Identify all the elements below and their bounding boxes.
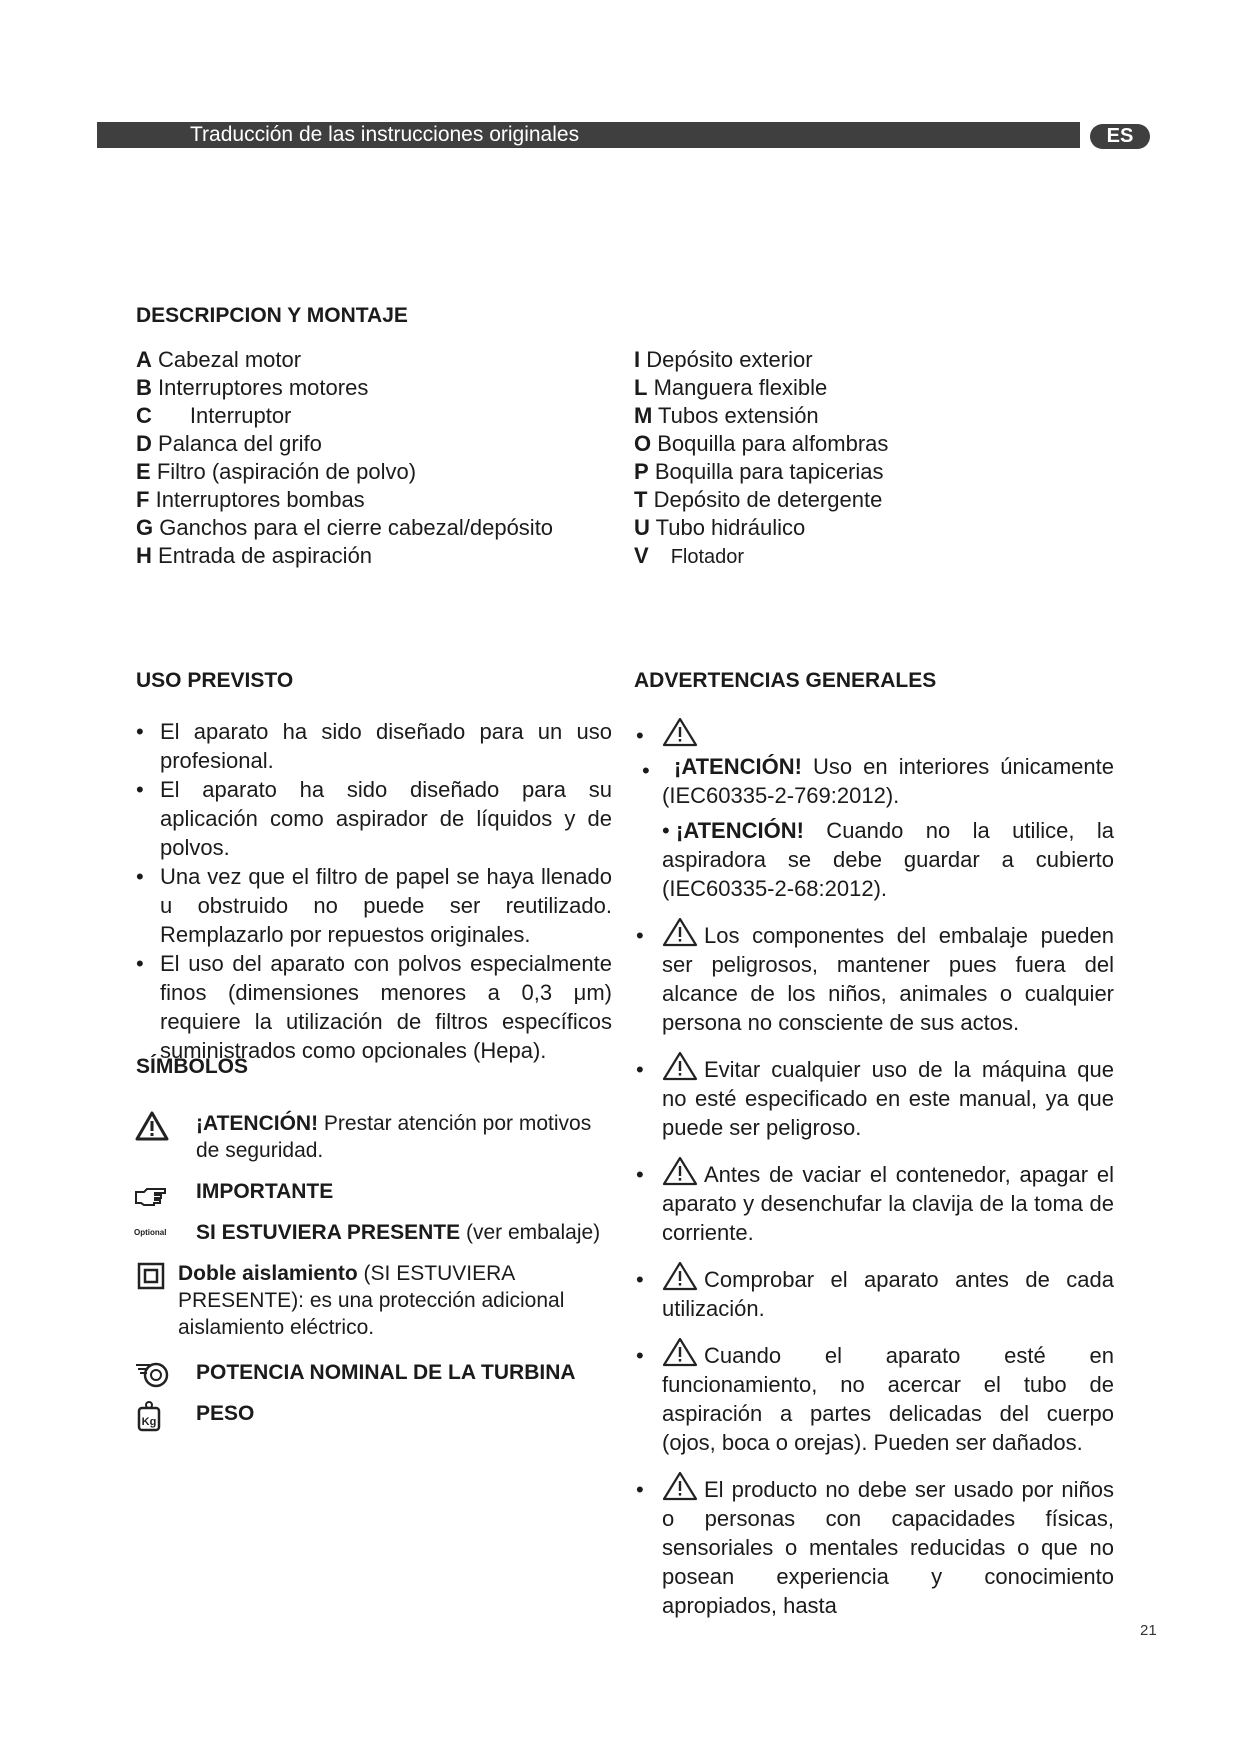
- warning-triangle-icon: [134, 1110, 170, 1142]
- turbine-icon: [134, 1359, 170, 1391]
- warning-item: • Los componentes del embalaje pueden ser peligrosos, mantener pues fuera del alcance de los niños, animales o cualquier persona no consciente de sus actos.: [636, 917, 1114, 1037]
- warning-triangle-icon: [662, 1051, 698, 1081]
- list-item: • Una vez que el filtro de papel se haya llenado u obstruido no puede ser reutilizado. Remplazarlo por repuestos originales.: [136, 864, 612, 947]
- simbolos-heading: SÍMBOLOS: [136, 1055, 249, 1078]
- parts-list-right: [634, 346, 888, 571]
- symbol-item: POTENCIA NOMINAL DE LA TURBINA: [134, 1359, 614, 1386]
- list-item: O Boquilla para alfombras: [634, 431, 889, 456]
- warning-item: • El producto no debe ser usado por niños o personas con capacidades físicas, sensoriales o mentales reducidas o que no posean experiencia y conocimiento apropiados, hasta: [636, 1471, 1114, 1620]
- list-item: G Ganchos para el cierre cabezal/depósito: [136, 515, 554, 540]
- list-item: C Interruptor: [136, 403, 292, 428]
- list-item: A Cabezal motor: [136, 347, 302, 372]
- warning-item: • Antes de vaciar el contenedor, apagar el aparato y desenchufar la clavija de la toma de corriente.: [636, 1156, 1114, 1247]
- list-item: T Depósito de detergente: [634, 487, 883, 512]
- list-item: • El aparato ha sido diseñado para su aplicación como aspirador de líquidos y de polvos.: [136, 777, 612, 860]
- warning-triangle-icon: [662, 717, 698, 747]
- page-number: 21: [1140, 1622, 1157, 1639]
- list-item: H Entrada de aspiración: [136, 543, 373, 568]
- list-item: F Interruptores bombas: [136, 487, 365, 512]
- header-title: Traducción de las instrucciones originales: [190, 123, 580, 146]
- list-item: • El uso del aparato con polvos especialmente finos (dimensiones menores a 0,3 μm) requiere la utilización de filtros específicos suministrados como opcionales (Hepa).: [136, 951, 612, 1063]
- description-heading: DESCRIPCION Y MONTAJE: [136, 304, 408, 327]
- warning-item: • ¡ATENCIÓN! Cuando no la utilice, la aspiradora se debe guardar a cubierto (IEC60335-2-68:2012).: [662, 818, 1114, 901]
- warning-triangle-icon: [662, 1337, 698, 1367]
- optional-icon: Optional: [134, 1228, 167, 1237]
- uso-bullet-list: [136, 717, 612, 1065]
- warning-triangle-icon: [662, 917, 698, 947]
- warning-item: • Cuando el aparato esté en funcionamiento, no acercar el tubo de aspiración a partes delicadas del cuerpo (ojos, boca o orejas). Pueden ser dañados.: [636, 1337, 1114, 1457]
- warning-triangle-icon: [662, 1471, 698, 1501]
- list-item: B Interruptores motores: [136, 375, 369, 400]
- list-item: E Filtro (aspiración de polvo): [136, 459, 417, 484]
- uso-heading: USO PREVISTO: [136, 669, 294, 692]
- symbol-item: ¡ATENCIÓN! Prestar atención por motivos de seguridad.: [134, 1110, 614, 1164]
- double-insulation-icon: [134, 1260, 170, 1292]
- language-badge: ES: [1090, 124, 1150, 149]
- symbol-item: Doble aislamiento (SI ESTUVIERA PRESENTE): es una protección adicional aislamiento eléctrico.: [134, 1260, 614, 1341]
- parts-list-left: [136, 346, 553, 570]
- warnings-list: [636, 717, 1114, 1634]
- warning-item: • ¡ATENCIÓN! Uso en interiores únicamente (IEC60335-2-769:2012).: [642, 754, 1114, 808]
- warning-triangle-icon: [662, 1261, 698, 1291]
- pointing-hand-icon: [134, 1178, 170, 1210]
- list-item: P Boquilla para tapicerias: [634, 459, 884, 484]
- symbol-item: Kg PESO: [134, 1400, 614, 1427]
- list-item: I Depósito exterior: [634, 347, 813, 372]
- list-item: V Flotador: [634, 543, 745, 568]
- warning-item: • Evitar cualquier uso de la máquina que no esté especificado en este manual, ya que puede ser peligroso.: [636, 1051, 1114, 1142]
- list-item: D Palanca del grifo: [136, 431, 322, 456]
- list-item: L Manguera flexible: [634, 375, 828, 400]
- symbol-item: Optional SI ESTUVIERA PRESENTE (ver embalaje): [134, 1219, 614, 1246]
- header-bar: [97, 122, 1080, 148]
- svg-text:Kg: Kg: [141, 1416, 157, 1428]
- list-item: M Tubos extensión: [634, 403, 819, 428]
- warning-item: •: [636, 717, 1114, 750]
- list-item: • El aparato ha sido diseñado para un uso profesional.: [136, 719, 612, 773]
- symbols-list: [134, 1110, 614, 1441]
- symbol-item: IMPORTANTE: [134, 1178, 614, 1205]
- warning-item: • Comprobar el aparato antes de cada utilización.: [636, 1261, 1114, 1323]
- list-item: U Tubo hidráulico: [634, 515, 806, 540]
- warning-triangle-icon: [662, 1156, 698, 1186]
- weight-icon: [134, 1400, 170, 1432]
- advertencias-heading: ADVERTENCIAS GENERALES: [634, 669, 937, 692]
